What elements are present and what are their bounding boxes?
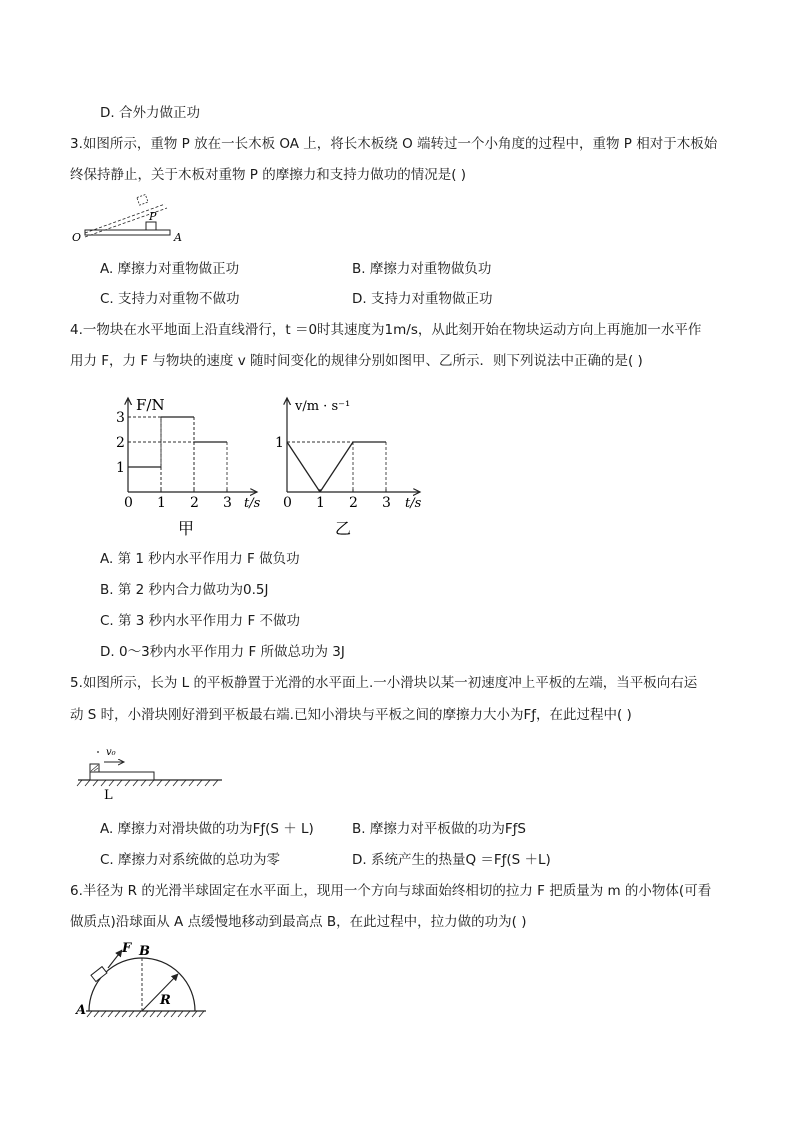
q3-option-d: D. 支持力对重物做正功: [352, 291, 493, 307]
q4-option-b: B. 第 2 秒内合力做功为0.5J: [100, 582, 269, 598]
jia-xlabel: t/s: [244, 496, 261, 511]
yi-series-segment: [287, 442, 320, 492]
q6-label-a: A: [76, 1003, 87, 1018]
yi-ytick-label: 1: [275, 435, 284, 451]
q3-figure-board: [70, 190, 200, 250]
q4-option-a: A. 第 1 秒内水平作用力 F 做负功: [100, 551, 300, 567]
q4-option-c: C. 第 3 秒内水平作用力 F 不做功: [100, 613, 301, 629]
jia-xtick-label: 0: [124, 495, 133, 511]
q6-label-r: R: [160, 993, 171, 1008]
q5-label-v0: v₀: [106, 747, 116, 758]
q5-option-c: C. 摩擦力对系统做的总功为零: [100, 852, 281, 868]
q4-stem-line1: 4.一物块在水平地面上沿直线滑行，t ＝0时其速度为1m/s，从此刻开始在物块运动方向上再施加一水平作: [70, 322, 702, 338]
q4-stem-line2: 用力 F，力 F 与物块的速度 v 随时间变化的规律分别如图甲、乙所示．则下列说法中正确的是( ): [70, 353, 643, 369]
jia-xtick-label: 2: [190, 495, 199, 511]
jia-ytick-label: 1: [116, 460, 125, 476]
q3-stem-line1: 3.如图所示，重物 P 放在一长木板 OA 上，将长木板绕 O 端转过一个小角度的过程中，重物 P 相对于木板始: [70, 136, 718, 152]
q5-figure-plank: [72, 740, 232, 802]
jia-xtick-label: 3: [223, 495, 232, 511]
yi-caption: 乙: [335, 519, 352, 538]
q3-label-o: O: [72, 231, 82, 244]
q6-label-b: B: [139, 944, 150, 959]
q3-option-a: A. 摩擦力对重物做正功: [100, 261, 240, 277]
chart-yi: [275, 390, 435, 545]
q5-stem-line1: 5.如图所示，长为 L 的平板静置于光滑的水平面上.一小滑块以某一初速度冲上平板的左端，当平板向右运: [70, 675, 698, 691]
yi-xtick-label: 3: [382, 495, 391, 511]
q3-label-p: P: [149, 210, 157, 223]
jia-caption: 甲: [178, 519, 195, 538]
q5-option-b: B. 摩擦力对平板做的功为FƒS: [352, 821, 526, 837]
q5-stem-line2: 动 S 时，小滑块刚好滑到平板最右端.已知小滑块与平板之间的摩擦力大小为Fƒ，在此过程中( ): [70, 707, 632, 723]
chart-jia: [112, 390, 272, 545]
yi-xtick-label: 2: [349, 495, 358, 511]
q6-figure-hemisphere: [72, 938, 222, 1023]
q5-label-l: L: [104, 788, 113, 802]
jia-xtick-label: 1: [157, 495, 166, 511]
q3-option-c: C. 支持力对重物不做功: [100, 291, 240, 307]
q3-option-b: B. 摩擦力对重物做负功: [352, 261, 492, 277]
q6-stem-line1: 6.半径为 R 的光滑半球固定在水平面上，现用一个方向与球面始终相切的拉力 F 把质量为 m 的小物体(可看: [70, 883, 712, 899]
q3-stem-line2: 终保持静止，关于木板对重物 P 的摩擦力和支持力做功的情况是( ): [70, 167, 467, 183]
q5-option-a: A. 摩擦力对滑块做的功为Fƒ(S ＋ L): [100, 821, 314, 837]
q2-option-d: D. 合外力做正功: [100, 105, 200, 121]
yi-series-segment: [320, 442, 353, 492]
q5-option-d: D. 系统产生的热量Q ＝Fƒ(S ＋L): [352, 852, 551, 868]
jia-ytick-label: 2: [116, 435, 125, 451]
q3-label-a: A: [174, 231, 182, 244]
yi-xtick-label: 0: [283, 495, 292, 511]
yi-ylabel: v/m · s⁻¹: [295, 399, 351, 414]
q6-stem-line2: 做质点)沿球面从 A 点缓慢地移动到最高点 B，在此过程中，拉力做的功为( ): [70, 914, 527, 930]
jia-ytick-label: 3: [116, 410, 125, 426]
yi-xlabel: t/s: [405, 496, 422, 511]
q4-option-d: D. 0～3秒内水平作用力 F 所做总功为 3J: [100, 644, 345, 660]
jia-ylabel: F/N: [136, 396, 165, 414]
q6-label-f: F: [122, 941, 132, 956]
yi-xtick-label: 1: [316, 495, 325, 511]
